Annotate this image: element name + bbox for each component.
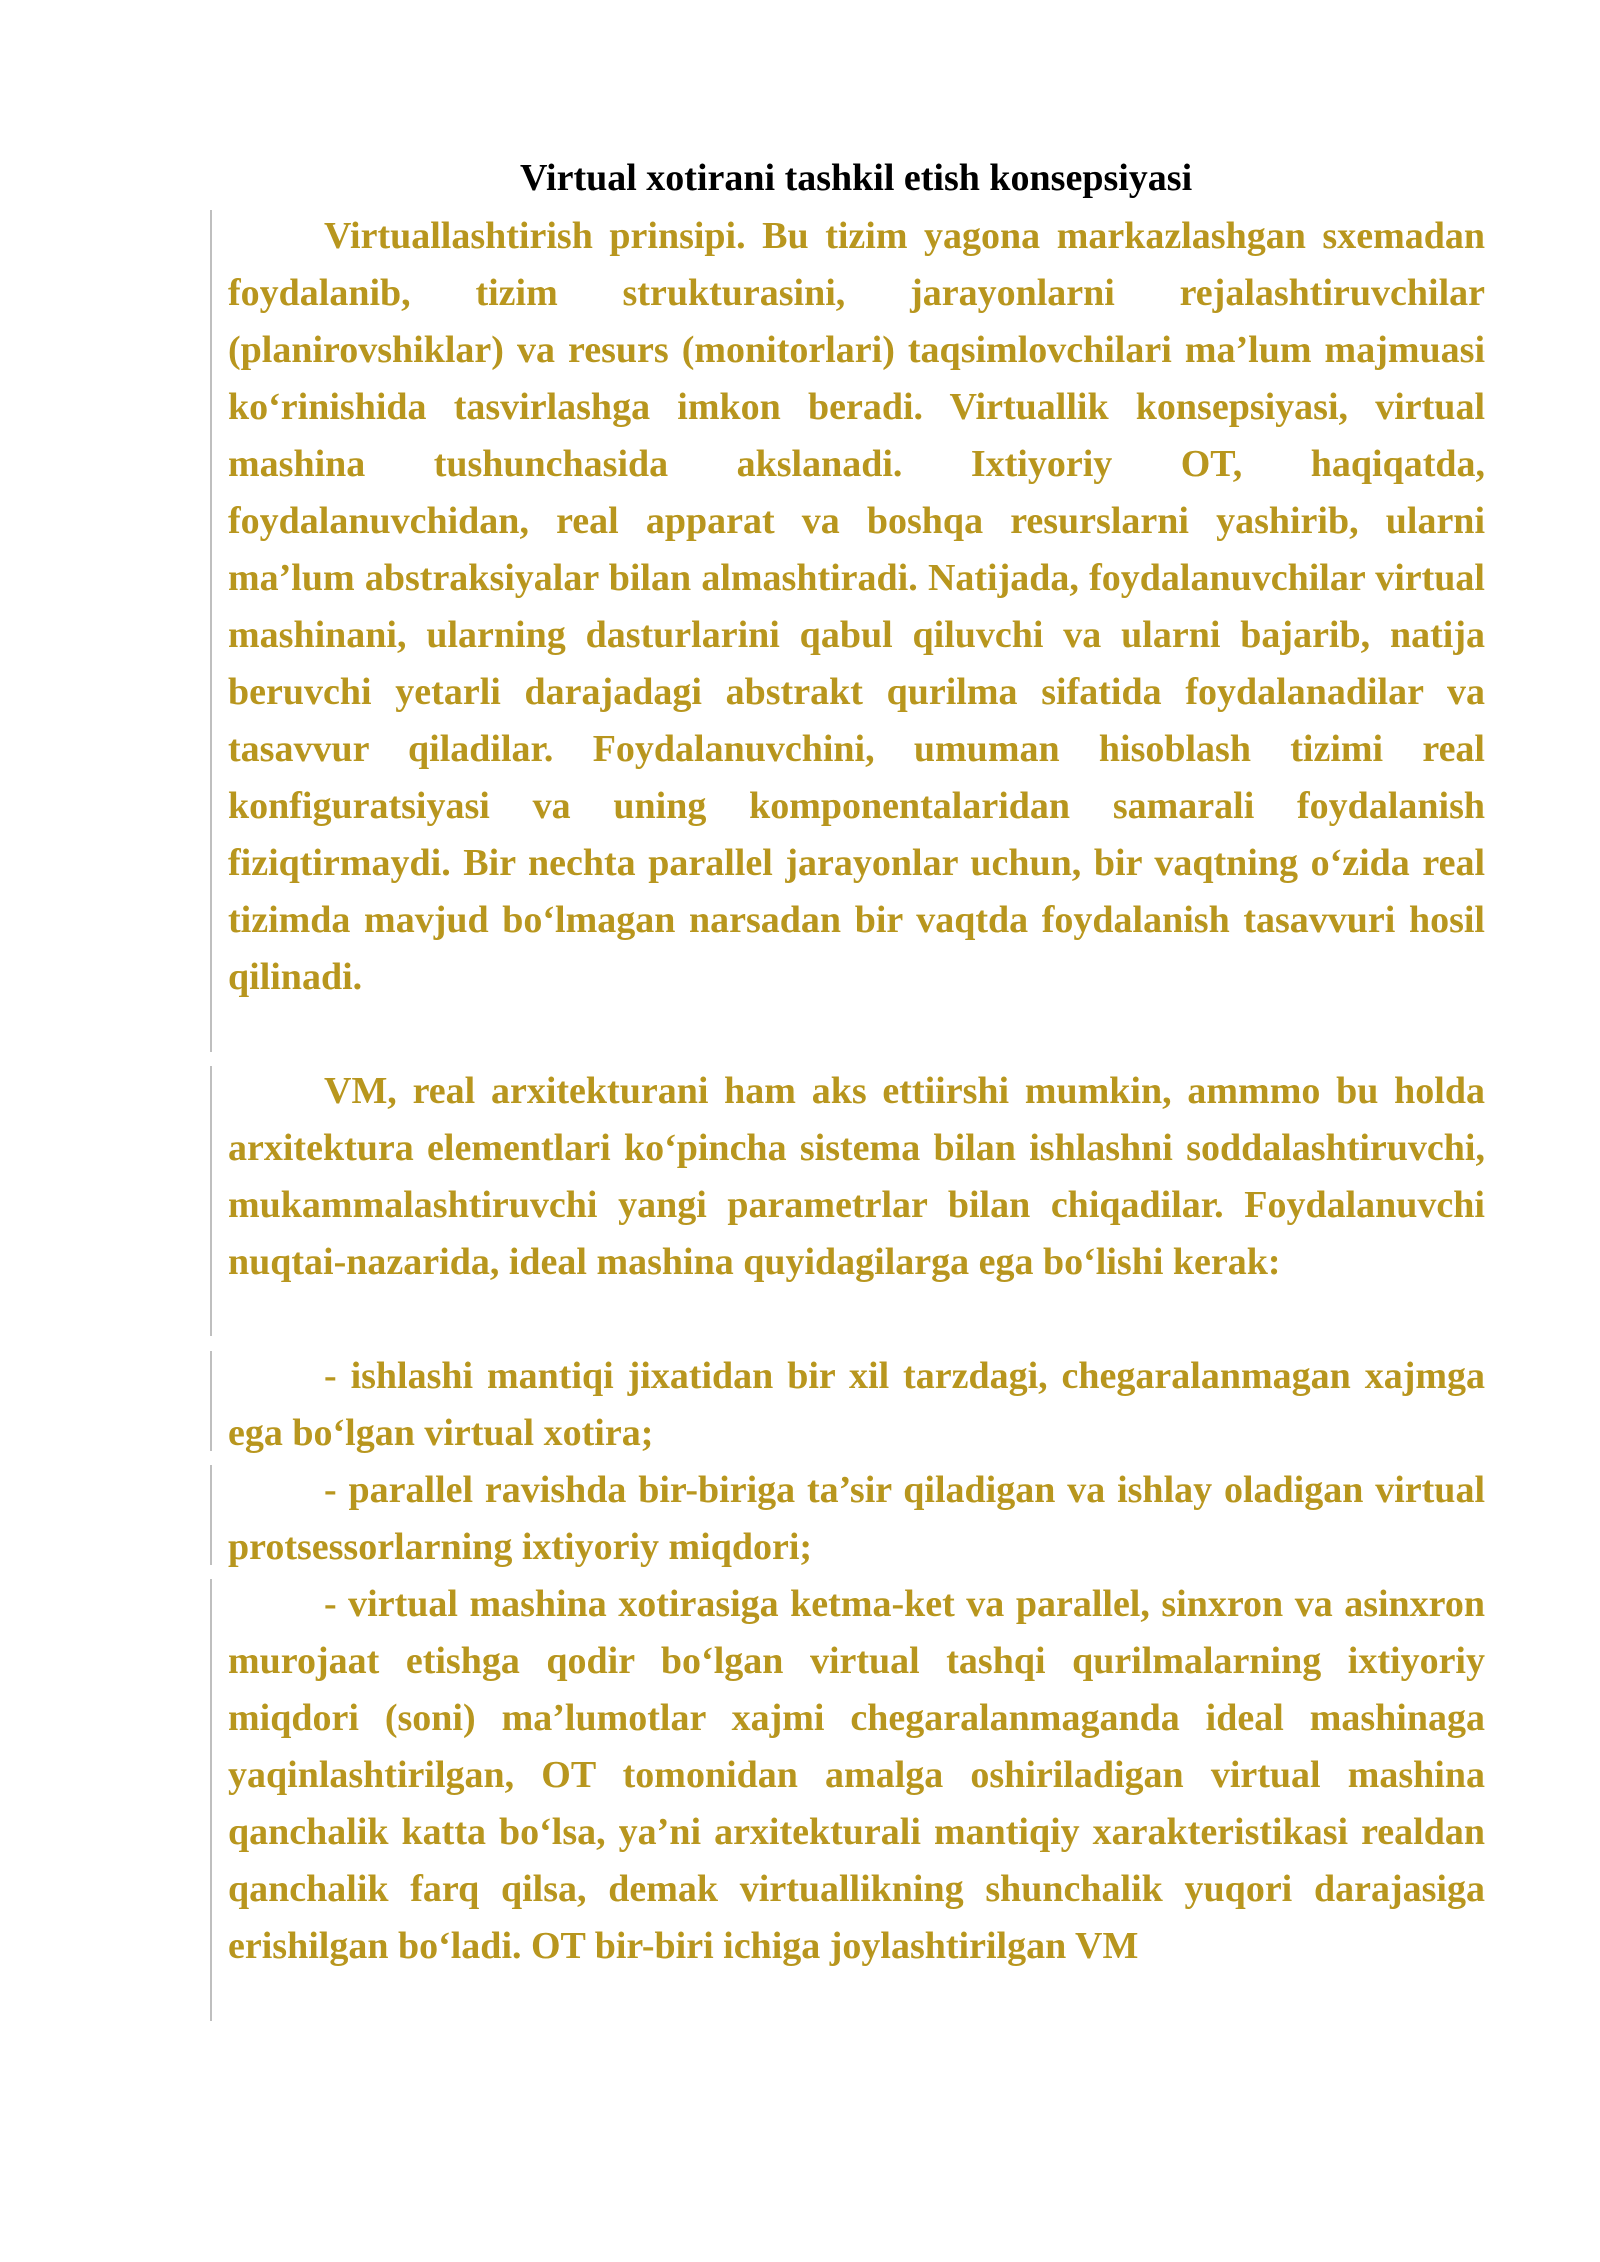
change-bar xyxy=(210,1579,212,2021)
paragraph-virtualization-principle: Virtuallashtirish prinsipi. Bu tizim yagona markazlashgan sxemadan foydalanib, tizim strukturasini, jarayonlarni rejalashtiruvchilar (planirovshiklar) va resurs (monitorlari) taqsimlovchilari ma’lum majmuasi ko‘rinishida tasvirlashga imkon beradi. Virtuallik konsepsiyasi, virtual mashina tushunchasida akslanadi. Ixtiyoriy OT, haqiqatda, foydalanuvchidan, real apparat va boshqa resurslarni yashirib, ularni ma’lum abstraksiyalar bilan almashtiradi. Natijada, foydalanuvchilar virtual mashinani, ularning dasturlarini qabul qiluvchi va ularni bajarib, natija beruvchi yetarli darajadagi abstrakt qurilma sifatida foydalanadilar va tasavvur qiladilar. Foydalanuvchini, umuman hisoblash tizimi real konfiguratsiyasi va uning komponentalaridan samarali foydalanish fiziqtirmaydi. Bir nechta parallel jarayonlar uchun, bir vaqtning o‘zida real tizimda mavjud bo‘lmagan narsadan bir vaqtda foydalanish tasavvuri hosil qilinadi. xyxy=(228,215,1485,998)
list-item-virtual-devices: - virtual mashina xotirasiga ketma-ket va parallel, sinxron va asinxron murojaat etishga qodir bo‘lgan virtual tashqi qurilmalarning ixtiyoriy miqdori (soni) ma’lumotlar xajmi chegaralanmaganda ideal mashinaga yaqinlashtirilgan, OT tomonidan amalga oshiriladigan virtual mashina qanchalik katta bo‘lsa, ya’ni arxitekturali mantiqiy xarakteristikasi realdan qanchalik farq qilsa, demak virtuallikning shunchalik yuqori darajasiga erishilgan bo‘ladi. OT bir-biri ichiga joylashtirilgan VM xyxy=(228,1583,1485,1967)
document-title: Virtual xotirani tashkil etish konsepsiyasi xyxy=(520,157,1193,199)
change-bar xyxy=(210,1066,212,1336)
change-bar xyxy=(210,1351,212,1451)
change-bar xyxy=(210,210,212,1052)
list-item-virtual-memory: - ishlashi mantiqi jixatidan bir xil tarzdagi, chegaralanmagan xajmga ega bo‘lgan virtual xotira; xyxy=(228,1355,1485,1454)
list-item-virtual-processors: - parallel ravishda bir-biriga ta’sir qiladigan va ishlay oladigan virtual protsessorlarning ixtiyoriy miqdori; xyxy=(228,1469,1485,1568)
paragraph-vm-architecture: VM, real arxitekturani ham aks ettiirshi mumkin, ammmo bu holda arxitektura elementlari ko‘pincha sistema bilan ishlashni soddalashtiruvchi, mukammalashtiruvchi yangi parametrlar bilan chiqadilar. Foydalanuvchi nuqtai-nazarida, ideal mashina quyidagilarga ega bo‘lishi kerak: xyxy=(228,1070,1485,1283)
change-bar xyxy=(210,1465,212,1565)
